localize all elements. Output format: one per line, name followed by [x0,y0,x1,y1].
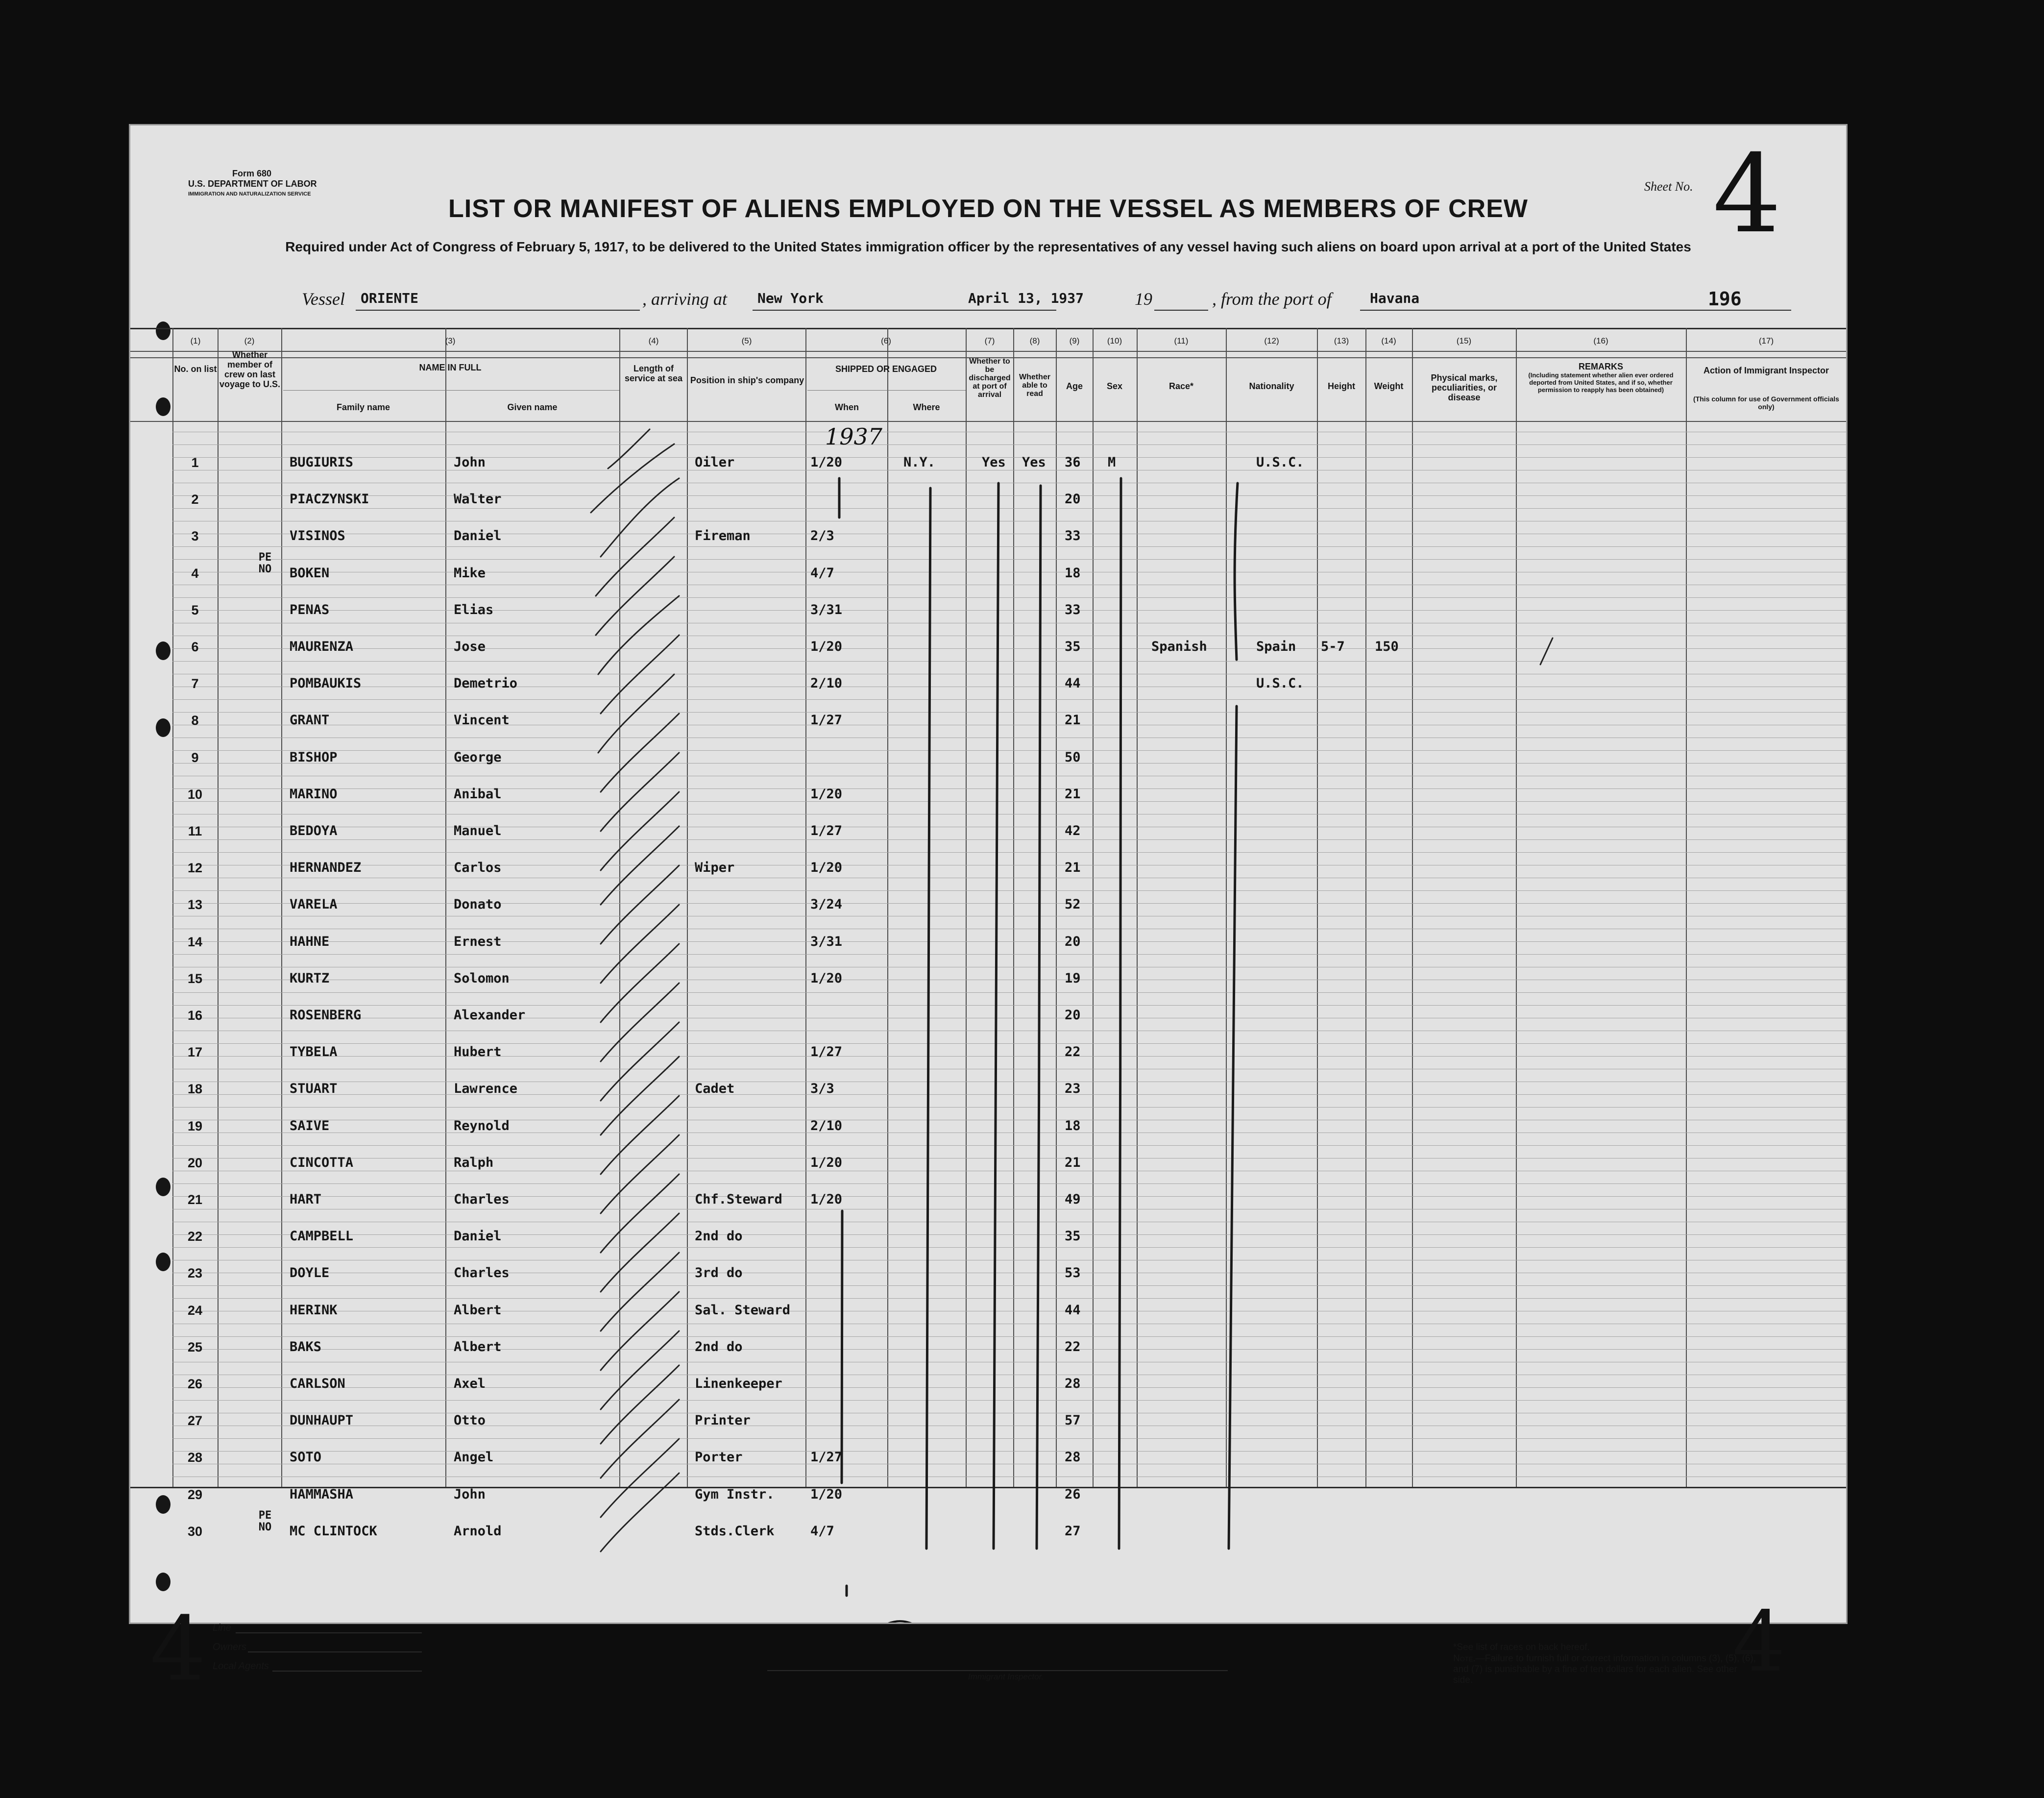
given-name: Axel [454,1376,486,1391]
age: 53 [1065,1265,1081,1281]
given-name: Elias [454,602,494,617]
manifest-sheet [129,124,1848,1700]
age: 22 [1065,1339,1081,1355]
sex: M [1108,455,1116,470]
arrival-date: April 13, 1937 [968,290,1084,306]
col-num-15: (15) [1456,336,1472,345]
position: Gym Instr. [695,1487,775,1502]
family-name: MC CLINTOCK [290,1524,377,1539]
col-num-16: (16) [1593,336,1608,345]
col-head-height: Height [1328,381,1355,391]
shipped-when: 1/27 [810,713,843,728]
family-name: CARLSON [290,1376,345,1391]
age: 27 [1065,1524,1081,1539]
given-name: Otto [454,1413,486,1428]
position: Sal. Steward [695,1303,791,1318]
local-agents-label: Local Agents [213,1661,269,1672]
shipped-when: 3/3 [810,1081,834,1096]
vessel-label: Vessel [302,289,345,309]
col-head-inspector-detail: (This column for use of Government officials only) [1693,395,1839,411]
shipped-when: 1/20 [810,860,843,875]
race-note: *See list of races on back hereof. [1453,1642,1590,1652]
age: 20 [1065,934,1081,949]
position: Printer [695,1413,751,1428]
position: Stds.Clerk [695,1524,775,1539]
given-name: Charles [454,1265,510,1281]
line-label: Line [213,1623,231,1633]
age: 42 [1065,823,1081,838]
col-head-inspector-action: Action of Immigrant Inspector [1703,366,1829,375]
age: 26 [1065,1487,1081,1502]
col-head-given-name: Given name [507,402,558,412]
row-number: 6 [191,640,199,654]
shipped-when: 2/10 [810,1118,843,1133]
age: 20 [1065,1008,1081,1023]
position: Oiler [695,455,735,470]
family-name: GRANT [290,713,330,728]
shipped-when: 1/20 [810,455,843,470]
given-name: Anibal [454,787,502,802]
family-name: HAHNE [290,934,330,949]
age: 49 [1065,1192,1081,1207]
year-label: 19 [1135,289,1152,309]
inspector-label: Immigrant Inspector. [968,1672,1044,1681]
col-head-name: NAME IN FULL [419,363,482,372]
page-number: 196 [1708,288,1742,310]
shipped-when: 3/31 [810,934,843,949]
departure-port: Havana [1370,290,1420,306]
page-title: LIST OR MANIFEST OF ALIENS EMPLOYED ON THE VESSEL AS MEMBERS OF CREW [448,195,1528,223]
arrival-port: New York [757,290,824,306]
family-name: CINCOTTA [290,1155,354,1170]
row-number: 28 [187,1450,203,1465]
family-name: STUART [290,1081,338,1096]
col-num-3: (3) [445,336,456,345]
position: 3rd do [695,1265,743,1281]
position: 2nd do [695,1339,743,1355]
family-name: PENAS [290,602,330,617]
shipped-when: 1/20 [810,1192,843,1207]
age: 28 [1065,1450,1081,1465]
position: Fireman [695,528,751,543]
col-head-when: When [835,402,859,412]
arriving-label: , arriving at [642,289,728,309]
age: 19 [1065,971,1081,986]
col-num-14: (14) [1381,336,1396,345]
family-name: VARELA [290,897,338,912]
sheet-number: 4 [1713,131,1781,257]
row-number: 7 [191,676,199,691]
col-head-remarks: REMARKS [1578,362,1623,371]
family-name: MAURENZA [290,639,354,654]
family-name: HERNANDEZ [290,860,362,875]
col-head-shipped: SHIPPED OR ENGAGED [835,364,937,374]
row-number: 15 [187,971,203,986]
fine-note [1453,1653,1757,1686]
service-name: IMMIGRATION AND NATURALIZATION SERVICE [188,191,311,197]
family-name: HAMMASHA [290,1487,354,1502]
shipped-when: 2/3 [810,528,834,543]
previous-voyage-mark: PE NO [258,1509,272,1533]
handwritten-left-number: 4 [150,1598,206,1700]
col-head-service-length: Length of service at sea [624,364,683,383]
given-name: Solomon [454,971,510,986]
age: 28 [1065,1376,1081,1391]
col-num-8: (8) [1029,336,1040,345]
given-name: Daniel [454,1229,502,1244]
sheet-number-label: Sheet No. [1644,179,1693,194]
family-name: PIACZYNSKI [290,492,369,507]
shipped-when: 1/27 [810,823,843,838]
nationality: U.S.C. [1256,676,1304,691]
row-number: 16 [187,1008,203,1023]
shipped-when: 2/10 [810,676,843,691]
row-number: 26 [187,1377,203,1391]
form-number: Form 680 [232,169,272,178]
year-annotation: 1937 [825,423,883,450]
row-number: 27 [187,1413,203,1428]
row-number: 25 [187,1340,203,1355]
row-number: 2 [191,492,199,507]
col-num-2: (2) [244,336,255,345]
col-head-remarks-detail: (Including statement whether alien ever ordered deported from United States, and if so, whether permission to reapply has been obtained) [1528,371,1674,394]
age: 57 [1065,1413,1081,1428]
family-name: DOYLE [290,1265,330,1281]
family-name: CAMPBELL [290,1229,354,1244]
given-name: Carlos [454,860,502,875]
given-name: Ernest [454,934,502,949]
col-head-previous-voyage: Whether member of crew on last voyage to U.S. [219,350,281,389]
given-name: Donato [454,897,502,912]
shipped-where: N.Y. [903,455,936,470]
row-number: 8 [191,713,199,728]
handwritten-right-number: 4 [1732,1594,1786,1691]
to-be-discharged: Yes [982,455,1006,470]
position: Chf.Steward [695,1192,782,1207]
col-head-position: Position in ship's company [690,375,804,385]
row-number: 20 [187,1156,203,1170]
family-name: BISHOP [290,750,338,765]
row-number: 5 [191,603,199,617]
age: 35 [1065,1229,1081,1244]
page-subtitle: Required under Act of Congress of February 5, 1917, to be delivered to the United States immigration officer by the representatives of any vessel having such aliens on board upon arrival at a port of the United States [285,239,1691,254]
col-head-sex: Sex [1106,381,1123,391]
row-number: 19 [187,1119,203,1133]
family-name: KURTZ [290,971,330,986]
row-number: 13 [187,897,203,912]
given-name: Vincent [454,713,510,728]
family-name: BUGIURIS [290,455,354,470]
age: 20 [1065,492,1081,507]
age: 36 [1065,455,1081,470]
family-name: HERINK [290,1303,338,1318]
age: 18 [1065,566,1081,581]
check-marks [591,429,1553,1552]
col-num-11: (11) [1174,336,1189,345]
shipped-when: 1/20 [810,639,843,654]
row-number: 4 [191,566,199,581]
row-number: 30 [187,1524,203,1539]
age: 35 [1065,639,1081,654]
family-name: BAKS [290,1339,322,1355]
col-num-5: (5) [741,336,752,345]
row-number: 22 [187,1229,203,1244]
given-name: John [454,1487,486,1502]
col-head-nationality: Nationality [1249,381,1294,391]
age: 22 [1065,1044,1081,1059]
given-name: Angel [454,1450,494,1465]
vessel-name: ORIENTE [361,290,419,306]
family-name: HART [290,1192,322,1207]
age: 33 [1065,528,1081,543]
ditto-marks [130,125,1846,1623]
col-head-age: Age [1066,381,1083,391]
position: Porter [695,1450,743,1465]
row-number: 18 [187,1082,203,1096]
given-name: Albert [454,1303,502,1318]
position: Cadet [695,1081,735,1096]
col-head-weight: Weight [1374,381,1404,391]
shipped-when: 1/20 [810,787,843,802]
row-number: 29 [187,1487,203,1502]
col-head-family-name: Family name [336,402,390,412]
given-name: John [454,455,486,470]
age: 52 [1065,897,1081,912]
department-name: U.S. DEPARTMENT OF LABOR [188,179,317,189]
nationality: Spain [1256,639,1296,654]
previous-voyage-mark: PE NO [258,551,272,575]
row-number: 24 [187,1303,203,1318]
given-name: Demetrio [454,676,518,691]
shipped-when: 1/20 [810,971,843,986]
given-name: George [454,750,502,765]
age: 44 [1065,1303,1081,1318]
row-number: 11 [188,824,202,838]
family-name: BEDOYA [290,823,338,838]
col-num-13: (13) [1334,336,1349,345]
age: 23 [1065,1081,1081,1096]
col-num-6: (6) [881,336,891,345]
from-port-label: , from the port of [1212,289,1332,309]
family-name: ROSENBERG [290,1008,362,1023]
age: 33 [1065,602,1081,617]
weight: 150 [1375,639,1399,654]
shipped-when: 1/20 [810,1155,843,1170]
height: 5-7 [1321,639,1345,654]
col-num-10: (10) [1107,336,1122,345]
able-to-read: Yes [1022,455,1046,470]
family-name: MARINO [290,787,338,802]
given-name: Manuel [454,823,502,838]
given-name: Ralph [454,1155,494,1170]
row-number: 17 [187,1045,203,1059]
col-head-physical-marks: Physical marks, peculiarities, or disease [1431,373,1498,402]
col-num-4: (4) [648,336,659,345]
family-name: DUNHAUPT [290,1413,354,1428]
col-num-1: (1) [190,336,201,345]
age: 21 [1065,860,1081,875]
shipped-when: 1/27 [810,1044,843,1059]
age: 50 [1065,750,1081,765]
col-num-9: (9) [1069,336,1080,345]
given-name: Jose [454,639,486,654]
family-name: BOKEN [290,566,330,581]
col-head-where: Where [913,402,940,412]
age: 18 [1065,1118,1081,1133]
shipped-when: 3/31 [810,602,843,617]
shipped-when: 4/7 [810,566,834,581]
col-head-race: Race* [1168,381,1194,391]
row-number: 14 [187,935,203,949]
row-number: 1 [191,455,199,470]
given-name: Charles [454,1192,510,1207]
given-name: Walter [454,492,502,507]
col-head-no: No. on list [174,364,217,374]
shipped-when: 3/24 [810,897,843,912]
position: 2nd do [695,1229,743,1244]
given-name: Hubert [454,1044,502,1059]
position: Linenkeeper [695,1376,782,1391]
family-name: TYBELA [290,1044,338,1059]
col-num-17: (17) [1758,336,1774,345]
given-name: Albert [454,1339,502,1355]
col-head-able-to-read: Whether able to read [1019,373,1050,398]
age: 21 [1065,713,1081,728]
shipped-when: 1/20 [810,1487,843,1502]
age: 44 [1065,676,1081,691]
shipped-when: 1/27 [810,1450,843,1465]
given-name: Reynold [454,1118,510,1133]
shipped-when: 4/7 [810,1524,834,1539]
nationality: U.S.C. [1256,455,1304,470]
note-label: Note. [1453,1653,1476,1664]
col-num-7: (7) [984,336,995,345]
given-name: Alexander [454,1008,526,1023]
position: Wiper [695,860,735,875]
age: 21 [1065,1155,1081,1170]
row-number: 3 [191,529,199,543]
row-number: 10 [187,787,203,802]
row-number: 9 [191,750,199,765]
row-number: 21 [187,1192,203,1207]
family-name: VISINOS [290,528,345,543]
given-name: Lawrence [454,1081,518,1096]
inspector-signature [782,1621,1218,1623]
row-number: 23 [187,1266,203,1281]
family-name: SOTO [290,1450,322,1465]
owners-label: Owners [213,1642,246,1652]
col-num-12: (12) [1264,336,1279,345]
race: Spanish [1151,639,1207,654]
col-head-discharged: Whether to be discharged at port of arrival [969,357,1011,399]
family-name: POMBAUKIS [290,676,362,691]
family-name: SAIVE [290,1118,330,1133]
row-number: 12 [187,861,203,875]
given-name: Daniel [454,528,502,543]
given-name: Mike [454,566,486,581]
given-name: Arnold [454,1524,502,1539]
age: 21 [1065,787,1081,802]
note-text: —Failure to furnish full or correct information in columns (3), (5), (6), and (7) is punishable by a fine of ten dollars for each alien. See other side. [1453,1653,1756,1685]
